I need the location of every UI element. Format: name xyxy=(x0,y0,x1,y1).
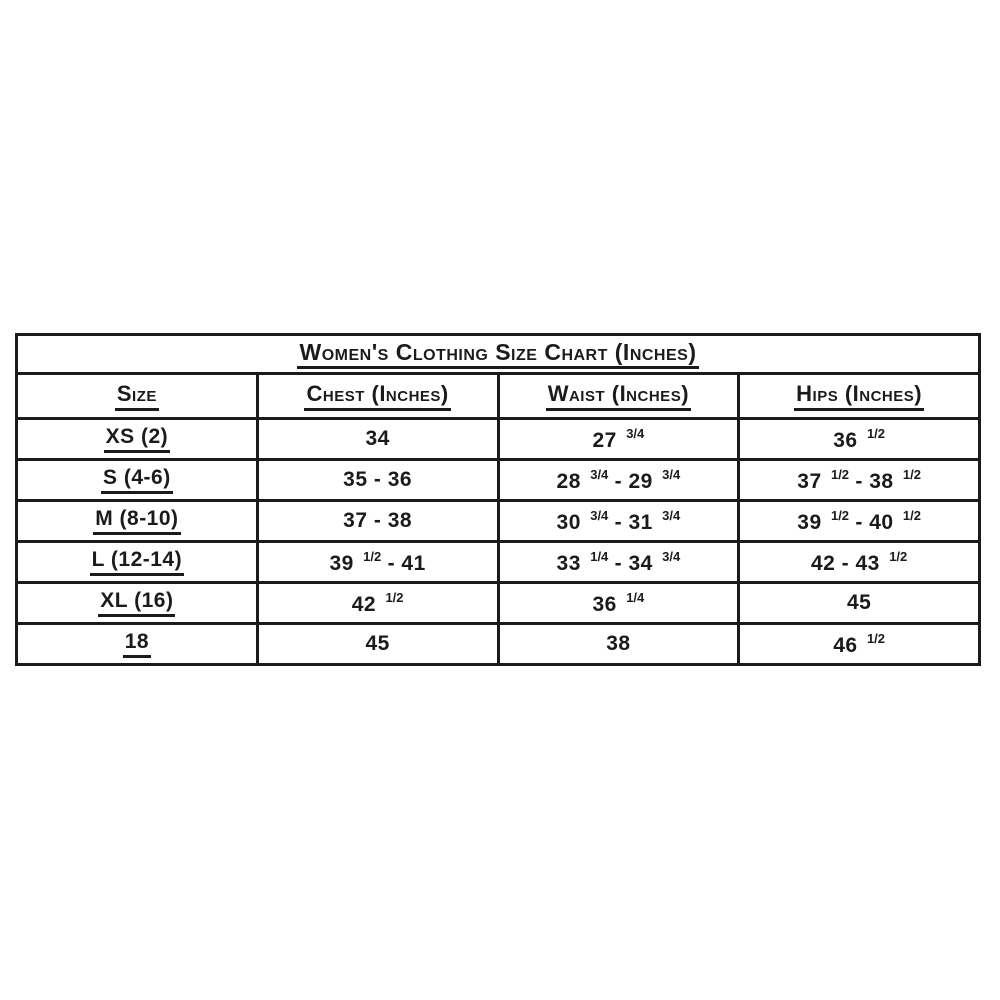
table-row xyxy=(17,419,980,460)
value-cell: 30 $^{3/4}$ - 31 $^{3/4}$ xyxy=(498,501,739,542)
value-cell: 34 xyxy=(257,419,498,460)
title-row xyxy=(17,335,980,374)
table-row xyxy=(17,460,980,501)
column-header-waist xyxy=(498,374,739,419)
fraction: 1/2 xyxy=(902,466,921,482)
value-cell: 37 - 38 xyxy=(257,501,498,542)
size-chart-table xyxy=(15,333,981,666)
value-cell: 36 $^{1/4}$ xyxy=(498,583,739,624)
header-row xyxy=(17,374,980,419)
fraction: 3/4 xyxy=(590,466,609,482)
table-row xyxy=(17,501,980,542)
size-label: XL (16) xyxy=(98,589,175,617)
fraction: 1/4 xyxy=(626,589,645,605)
size-label: M (8-10) xyxy=(93,507,180,535)
column-header-hips-label: Hips (Inches) xyxy=(794,381,924,410)
size-label: L (12-14) xyxy=(90,548,184,576)
value-cell: 42 - 43 $^{1/2}$ xyxy=(739,542,980,583)
value-cell: 33 $^{1/4}$ - 34 $^{3/4}$ xyxy=(498,542,739,583)
size-label: 18 xyxy=(123,630,151,658)
fraction: 1/2 xyxy=(830,466,850,482)
fraction: 3/4 xyxy=(662,548,681,564)
value-cell: 45 xyxy=(257,624,498,665)
fraction: 1/2 xyxy=(385,589,404,605)
value-cell: 39 $^{1/2}$ - 41 xyxy=(257,542,498,583)
size-label: S (4-6) xyxy=(101,466,173,494)
value-cell: 46 $^{1/2}$ xyxy=(739,624,980,665)
value-cell: 36 $^{1/2}$ xyxy=(739,419,980,460)
value-cell: 39 $^{1/2}$ - 40 $^{1/2}$ xyxy=(739,501,980,542)
fraction: 3/4 xyxy=(626,425,645,441)
value-cell: 37 $^{1/2}$ - 38 $^{1/2}$ xyxy=(739,460,980,501)
column-header-size-label: Size xyxy=(115,381,159,410)
column-header-chest-label: Chest (Inches) xyxy=(304,381,450,410)
table-row xyxy=(17,542,980,583)
fraction: 3/4 xyxy=(590,507,609,523)
fraction: 3/4 xyxy=(662,507,681,523)
fraction: 1/2 xyxy=(830,507,850,523)
column-header-chest xyxy=(257,374,498,419)
table-body xyxy=(17,419,980,665)
table-title-cell xyxy=(17,335,980,374)
size-cell xyxy=(17,583,258,624)
value-cell: 27 $^{3/4}$ xyxy=(498,419,739,460)
size-cell xyxy=(17,501,258,542)
column-header-hips xyxy=(739,374,980,419)
size-cell xyxy=(17,460,258,501)
column-header-waist-label: Waist (Inches) xyxy=(546,381,691,410)
fraction: 1/4 xyxy=(590,548,609,564)
table-row xyxy=(17,583,980,624)
fraction: 3/4 xyxy=(662,466,681,482)
table-row xyxy=(17,624,980,665)
value-cell: 38 xyxy=(498,624,739,665)
fraction: 1/2 xyxy=(866,425,886,441)
table-title: Women's Clothing Size Chart (Inches) xyxy=(297,339,698,369)
fraction: 1/2 xyxy=(902,507,921,523)
column-header-size xyxy=(17,374,258,419)
fraction: 1/2 xyxy=(866,630,886,646)
size-label: XS (2) xyxy=(104,425,171,453)
value-cell: 28 $^{3/4}$ - 29 $^{3/4}$ xyxy=(498,460,739,501)
size-cell xyxy=(17,542,258,583)
size-cell xyxy=(17,419,258,460)
value-cell: 45 xyxy=(739,583,980,624)
value-cell: 42 $^{1/2}$ xyxy=(257,583,498,624)
fraction: 1/2 xyxy=(889,548,908,564)
value-cell: 35 - 36 xyxy=(257,460,498,501)
size-cell xyxy=(17,624,258,665)
fraction: 1/2 xyxy=(363,548,382,564)
